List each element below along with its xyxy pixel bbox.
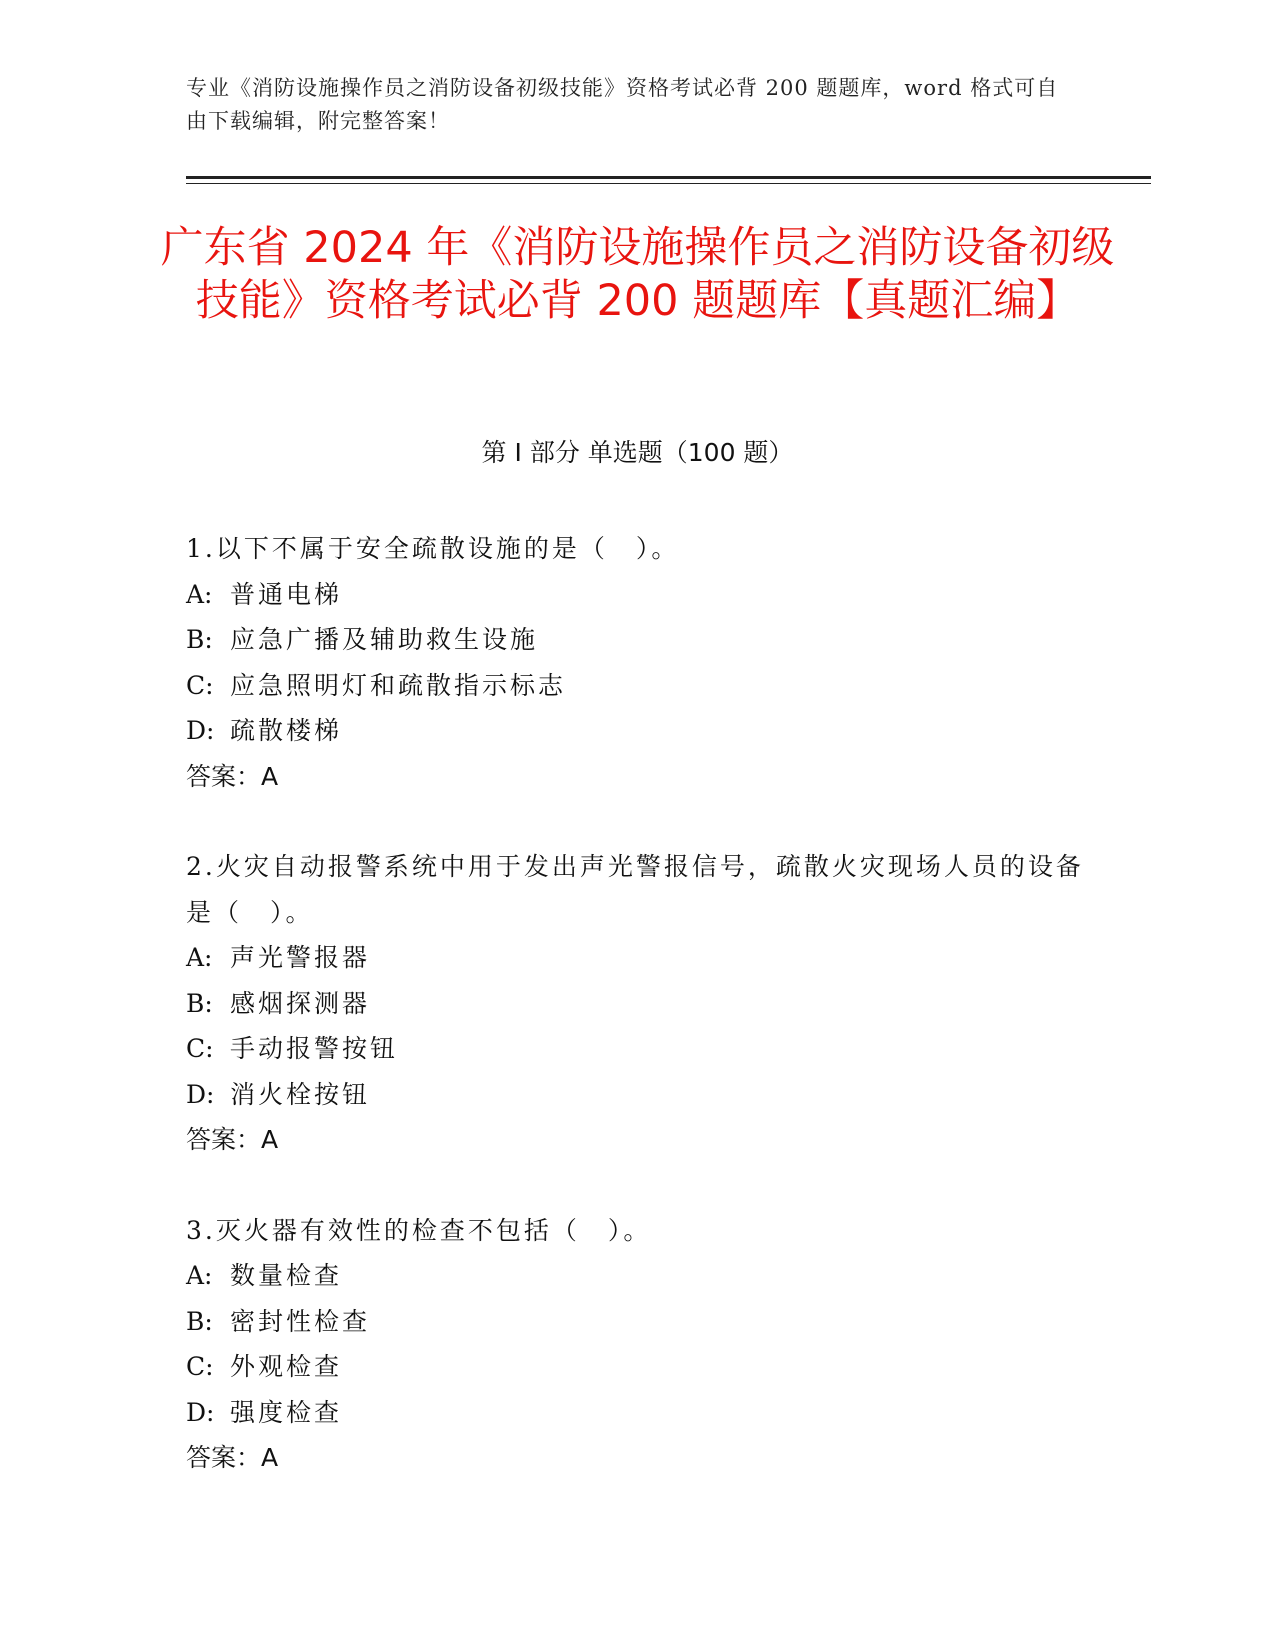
option-text: 应急广播及辅助救生设施 [230, 625, 539, 654]
question-stem: 2.火灾自动报警系统中用于发出声光警报信号，疏散火灾现场人员的设备是（ ）。 [186, 852, 1084, 927]
document-title: 广东省 2024 年《消防设施操作员之消防设备初级技能》资格考试必背 200 题题库【真题汇编】 [160, 223, 1115, 326]
answer: 答案：A [186, 761, 279, 791]
option-key: A: [186, 943, 213, 972]
option-key: D: [186, 1397, 215, 1427]
question-3 [186, 1208, 1086, 1481]
option-key: A: [186, 579, 213, 609]
option-key: D: [186, 716, 215, 745]
option-key: C: [186, 670, 214, 700]
question-list [186, 526, 1086, 1526]
option-key: B: [186, 625, 213, 654]
option-text: 感烟探测器 [230, 988, 371, 1018]
question-2 [186, 844, 1086, 1163]
option-text: 疏散楼梯 [230, 716, 343, 745]
option-b [186, 1299, 1086, 1345]
answer: 答案：A [186, 1125, 279, 1154]
option-d [186, 708, 1086, 754]
option-c [186, 1026, 1086, 1072]
header-divider-thick [186, 176, 1151, 179]
option-a [186, 935, 1086, 981]
option-key: A: [186, 1261, 213, 1290]
section-title: 第 I 部分 单选题（100 题） [481, 438, 794, 467]
option-text: 手动报警按钮 [230, 1034, 399, 1063]
option-d [186, 1390, 1086, 1436]
option-key: C: [186, 1352, 214, 1381]
question-stem: 3.灭火器有效性的检查不包括（ ）。 [186, 1215, 652, 1245]
option-text: 声光警报器 [230, 943, 371, 972]
answer: 答案：A [186, 1443, 279, 1472]
option-c [186, 663, 1086, 709]
option-text: 数量检查 [230, 1261, 343, 1290]
option-key: C: [186, 1034, 214, 1063]
option-c [186, 1344, 1086, 1390]
option-key: B: [186, 1306, 213, 1336]
option-b [186, 617, 1086, 663]
header-note: 专业《消防设施操作员之消防设备初级技能》资格考试必背 200 题题库，word 格式可自由下载编辑，附完整答案！ [186, 76, 1059, 133]
option-key: D: [186, 1079, 215, 1109]
header-divider-thin [186, 183, 1151, 184]
option-text: 普通电梯 [230, 579, 343, 609]
question-stem: 1.以下不属于安全疏散设施的是（ ）。 [186, 534, 680, 563]
option-key: B: [186, 988, 213, 1018]
option-text: 应急照明灯和疏散指示标志 [230, 670, 567, 700]
question-1 [186, 526, 1086, 799]
option-text: 密封性检查 [230, 1306, 371, 1336]
option-text: 消火栓按钮 [230, 1079, 371, 1109]
option-a [186, 1253, 1086, 1299]
option-text: 强度检查 [230, 1397, 343, 1427]
option-b [186, 981, 1086, 1027]
option-d [186, 1072, 1086, 1118]
option-a [186, 572, 1086, 618]
option-text: 外观检查 [230, 1352, 343, 1381]
